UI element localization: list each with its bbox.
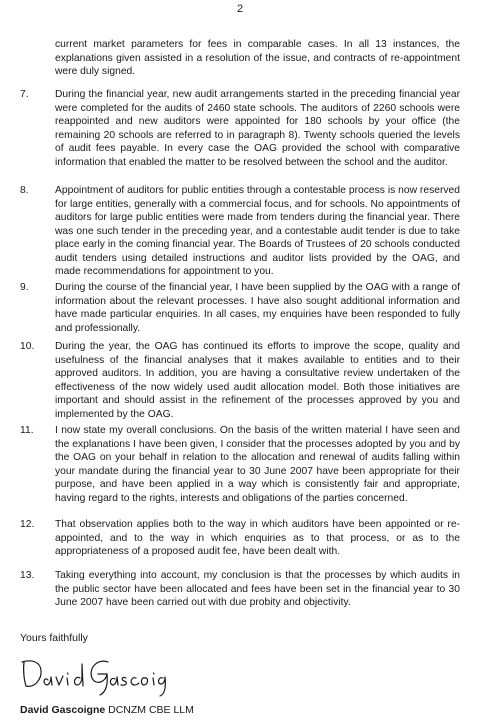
signatory-honours: DCNZM CBE LLM [108,704,194,716]
paragraph-11 [20,424,460,505]
paragraph-text: During the year, the OAG has continued its efforts to improve the scope, quality and usefulness of the financial analyses that it makes available to entities and to their approved auditors. In addition, you are having a consultative review undertaken of the effectiveness of the now widely used audit allocation model. Both those initiatives are important and should assist in the refinement of the processes approved by you and implemented by the OAG. [55,341,460,420]
paragraph-13 [20,569,460,610]
paragraph-text: During the financial year, new audit arrangements started in the preceding financial year were completed for the audits of 2460 state schools. The auditors of 2260 schools were reappointed and new auditors were appointed for 180 schools by your office (the remaining 20 schools are referred to in paragraph 8). Twenty schools queried the levels of audit fees payable. In every case the OAG provided the school with comparative information that enabled the matter to be resolved between the school and the auditor. [55,89,460,168]
paragraph-number: 13. [20,570,35,581]
paragraph-text: Appointment of auditors for public entities through a contestable process is now reserved for large entities, generally with a commercial focus, and for schools. No appointments of auditors for large public entities were made from tenders during the financial year. There was one such tender in the preceding year, and a contestable audit tender is due to take place early in the coming financial year. The Boards of Trustees of 20 schools conducted audit tenders using detailed instructions and auditor lists provided by the OAG, and made recommendations for appointment to you. [55,185,460,277]
paragraph-text: Taking everything into account, my conclusion is that the processes by which audits in the public sector have been allocated and fees have been set in the financial year to 30 June 2007 have been carried out with due probity and objectivity. [55,570,460,608]
paragraph-number: 11. [20,425,34,436]
paragraph-text: That observation applies both to the way in which auditors have been appointed or re-appointed, and to the way in which enquiries as to that process, or as to the appropriateness of a proposed audit fee, have been dealt with. [55,519,460,557]
paragraph-number: 7. [20,89,29,100]
paragraph-7 [20,88,460,169]
paragraph-number: 8. [20,185,29,196]
paragraph-10 [20,340,460,421]
paragraph-text: I now state my overall conclusions. On the basis of the written material I have seen and the explanations I have been given, I consider that the processes adopted by you and by the OAG on your behalf in relation to the allocation and renewal of audits falling within your mandate during the financial year to 30 June 2007 have been appropriate for their purpose, and have been applied in a way which is consistently fair and appropriate, having regard to the rights, interests and obligations of the parties concerned. [55,425,460,504]
signatory [20,704,194,716]
paragraph-number: 10. [20,341,35,352]
handwritten-signature [18,650,168,698]
paragraph-6-continuation: current market parameters for fees in comparable cases. In all 13 instances, the explanations given assisted in a resolution of the issue, and contracts of re-appointment were duly signed. [55,39,460,77]
paragraph-12 [20,518,460,559]
paragraph-9 [20,281,460,335]
paragraph-number: 9. [20,282,29,293]
paragraph-number: 12. [20,519,35,530]
page-number: 2 [236,3,244,15]
closing-salutation: Yours faithfully [20,632,88,644]
paragraph-8 [20,184,460,279]
signatory-name: David Gascoigne [20,704,106,716]
paragraph-text: During the course of the financial year, I have been supplied by the OAG with a range of information about the relevant processes. I have also sought additional information and have made particular enquiries. In all cases, my enquiries have been responded to fully and professionally. [55,282,460,334]
